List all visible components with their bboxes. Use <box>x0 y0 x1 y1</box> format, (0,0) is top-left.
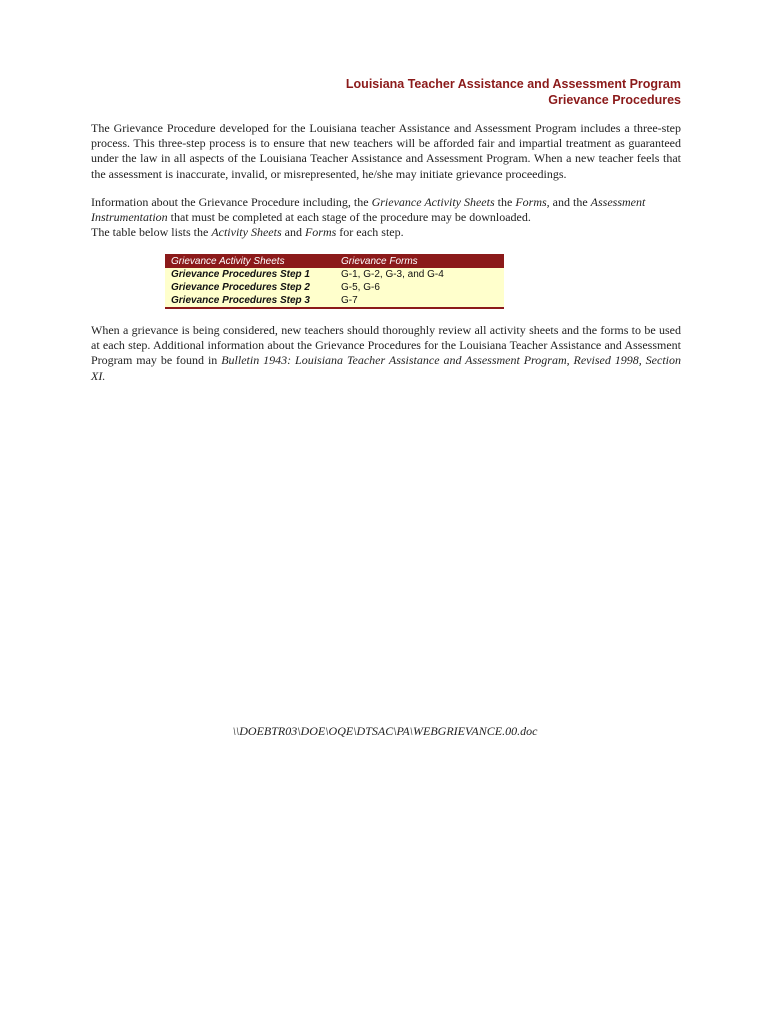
download-sentence: Information about the Grievance Procedure including, the Grievance Activity Sheets the Forms, and the Assessment Instrumentation that must be completed at each stage of the procedure may be downloaded. <box>91 195 646 225</box>
table-intro-sentence: The table below lists the Activity Sheets and Forms for each step. <box>91 225 404 240</box>
forms-step-1: G-1, G-2, G-3, and G-4 <box>335 268 504 281</box>
document-header <box>346 76 681 108</box>
intro-paragraph: The Grievance Procedure developed for the Louisiana teacher Assistance and Assessment Program includes a three-step process. This three-step process is to ensure that new teachers will be afforded fair and impartial treatment as guaranteed under the law in all aspects of the Louisiana Teacher Assistance and Assessment Program. When a new teacher feels that the assessment is inaccurate, invalid, or misrepresented, he/she may initiate grievance proceedings. <box>91 121 681 181</box>
download-paragraph <box>91 195 681 241</box>
column-header-activity-sheets: Grievance Activity Sheets <box>165 254 335 268</box>
forms-step-2: G-5, G-6 <box>335 281 504 294</box>
column-header-forms: Grievance Forms <box>335 254 504 268</box>
program-title: Louisiana Teacher Assistance and Assessment Program <box>345 77 681 91</box>
bulletin-reference: Bulletin 1943: Louisiana Teacher Assistance and Assessment Program, Revised 1998, Section XI. <box>91 353 681 383</box>
table-row <box>165 268 504 281</box>
table-row <box>165 281 504 294</box>
activity-sheet-step-2: Grievance Procedures Step 2 <box>165 281 335 294</box>
table-row <box>165 294 504 308</box>
review-paragraph: When a grievance is being considered, new teachers should thoroughly review all activity sheets and the forms to be used at each step. Additional information about the Grievance Procedures for the Louisiana Teacher Assistance and Assessment Program may be found in Bulletin 1943: Louisiana Teacher Assistance and Assessment Program, Revised 1998, Section XI. <box>91 323 681 383</box>
table-header-row <box>165 254 504 268</box>
forms-step-3: G-7 <box>335 294 504 308</box>
section-title: Grievance Procedures <box>548 93 681 107</box>
activity-sheet-step-1: Grievance Procedures Step 1 <box>165 268 335 281</box>
grievance-table <box>165 254 504 309</box>
document-file-path: \\DOEBTR03\DOE\OQE\DTSAC\PA\WEBGRIEVANCE.00.doc <box>232 724 538 738</box>
activity-sheet-step-3: Grievance Procedures Step 3 <box>165 294 335 308</box>
